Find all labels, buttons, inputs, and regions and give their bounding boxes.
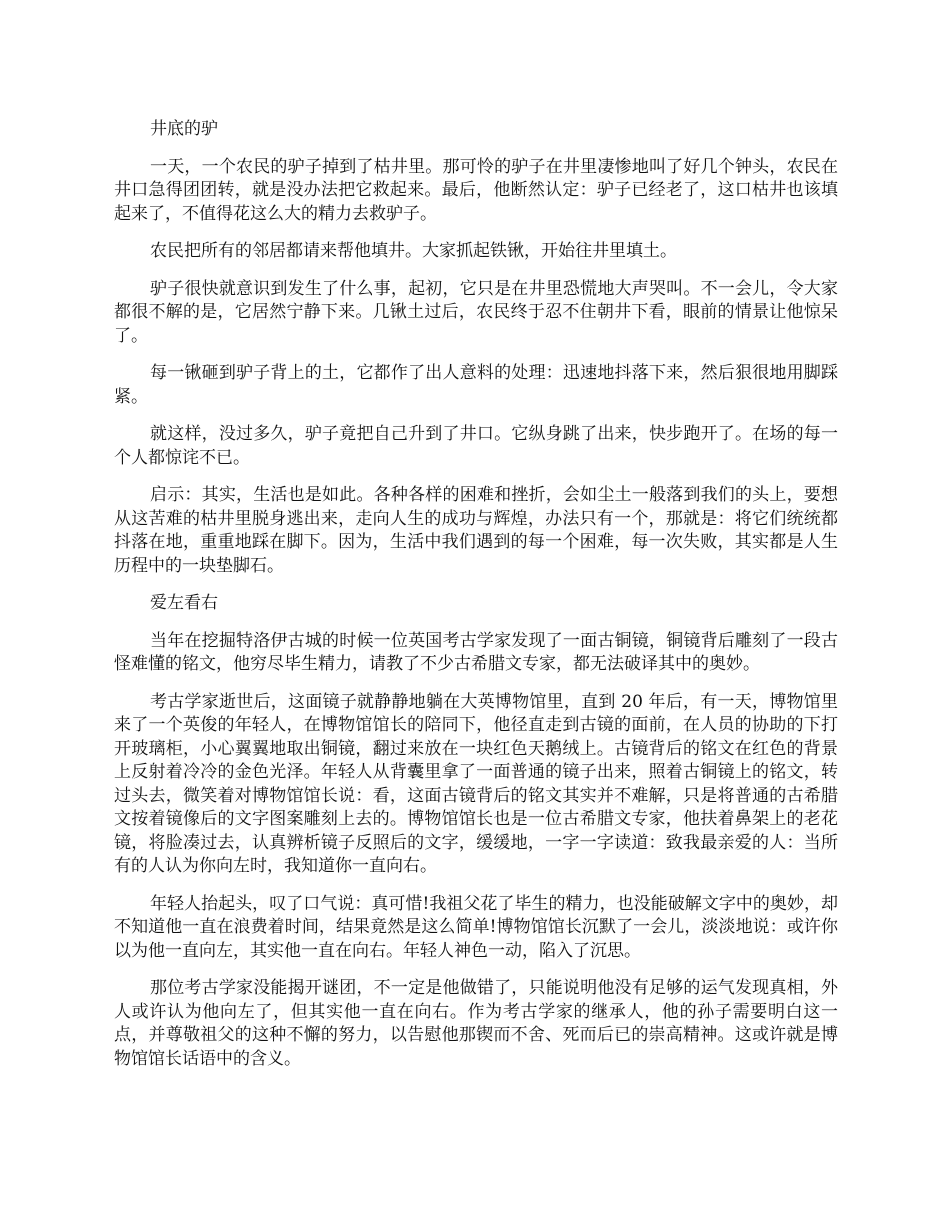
story-love-left-right	[114, 592, 838, 1071]
document-page	[114, 118, 838, 1085]
story1-paragraph-6: 启示：其实，生活也是如此。各种各样的困难和挫折，会如尘土一般落到我们的头上，要想从这苦难的枯井里脱身逃出来，走向人生的成功与辉煌，办法只有一个，那就是：将它们统统都抖落在地，重重地踩在脚下。因为，生活中我们遇到的每一个困难，每一次失败，其实都是人生历程中的一块垫脚石。	[114, 485, 838, 576]
story1-title: 井底的驴	[150, 119, 218, 139]
story1-paragraph-1: 一天，一个农民的驴子掉到了枯井里。那可怜的驴子在井里凄惨地叫了好几个钟头，农民在井口急得团团转，就是没办法把它救起来。最后，他断然认定：驴子已经老了，这口枯井也该填起来了，不值得花这么大的精力去救驴子。	[114, 156, 838, 224]
story2-paragraph-3: 年轻人抬起头，叹了口气说：真可惜!我祖父花了毕生的精力，也没能破解文字中的奥妙，却不知道他一直在浪费着时间，结果竟然是这么简单!博物馆馆长沉默了一会儿，淡淡地说：或许你以为他一直向左，其实他一直在向右。年轻人神色一动，陷入了沉思。	[114, 893, 838, 961]
story1-paragraph-2: 农民把所有的邻居都请来帮他填井。大家抓起铁锹，开始往井里填土。	[150, 241, 677, 261]
story-well-donkey	[114, 118, 838, 578]
story1-paragraph-5: 就这样，没过多久，驴子竟把自己升到了井口。它纵身跳了出来，快步跑开了。在场的每一个人都惊诧不已。	[114, 424, 838, 468]
story2-paragraph-2: 考古学家逝世后，这面镜子就静静地躺在大英博物馆里，直到 20 年后，有一天，博物馆里来了一个英俊的年轻人，在博物馆馆长的陪同下，他径直走到古镜的面前，在人员的协助的下打开玻璃柜，小心翼翼地取出铜镜，翻过来放在一块红色天鹅绒上。古镜背后的铭文在红色的背景上反射着冷冷的金色光泽。年轻人从背囊里拿了一面普通的镜子出来，照着古铜镜上的铭文，转过头去，微笑着对博物馆馆长说：看，这面古镜背后的铭文其实并不难解，只是将普通的古希腊文按着镜像后的文字图案雕刻上去的。博物馆馆长也是一位古希腊文专家，他扶着鼻架上的老花镜，将脸凑过去，认真辨析镜子反照后的文字，缓缓地，一字一字读道：致我最亲爱的人：当所有的人认为你向左时，我知道你一直向右。	[114, 691, 838, 876]
story2-paragraph-4: 那位考古学家没能揭开谜团，不一定是他做错了，只能说明他没有足够的运气发现真相，外人或许认为他向左了，但其实他一直在向右。作为考古学家的继承人，他的孙子需要明白这一点，并尊敬祖父的这种不懈的努力，以告慰他那锲而不舍、死而后已的崇高精神。这或许就是博物馆馆长话语中的含义。	[114, 978, 838, 1069]
story2-title: 爱左看右	[150, 593, 218, 613]
story1-paragraph-3: 驴子很快就意识到发生了什么事，起初，它只是在井里恐慌地大声哭叫。不一会儿，令大家都很不解的是，它居然宁静下来。几锹土过后，农民终于忍不住朝井下看，眼前的情景让他惊呆了。	[114, 278, 838, 346]
story1-paragraph-4: 每一锹砸到驴子背上的土，它都作了出人意料的处理：迅速地抖落下来，然后狠很地用脚踩紧。	[114, 363, 838, 407]
story2-paragraph-1: 当年在挖掘特洛伊古城的时候一位英国考古学家发现了一面古铜镜，铜镜背后雕刻了一段古怪难懂的铭文，他穷尽毕生精力，请教了不少古希腊文专家，都无法破译其中的奥妙。	[114, 630, 838, 674]
